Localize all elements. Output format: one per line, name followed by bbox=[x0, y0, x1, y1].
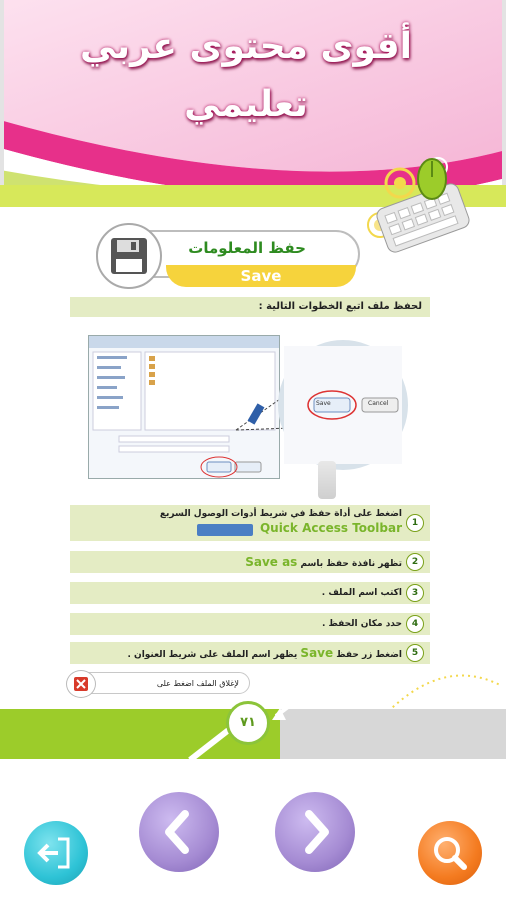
step-1-text: اضغط على أداة حفظ في شريط أدوات الوصول السريع bbox=[159, 509, 402, 519]
exit-door-icon bbox=[24, 821, 88, 885]
zoom-save-button: Save bbox=[316, 400, 331, 407]
keyboard-mouse-icon bbox=[360, 155, 500, 275]
step-5-highlight: Save bbox=[300, 646, 334, 660]
search-icon bbox=[418, 821, 482, 885]
book-page bbox=[0, 185, 506, 775]
zoom-cancel-button: Cancel bbox=[368, 400, 389, 407]
floppy-disk-icon bbox=[98, 225, 160, 287]
step-2-highlight: Save as bbox=[245, 555, 298, 569]
previous-page-button[interactable] bbox=[139, 792, 219, 872]
magnifier-handle bbox=[318, 461, 336, 499]
next-page-button[interactable] bbox=[275, 792, 355, 872]
search-button[interactable] bbox=[418, 821, 482, 885]
step-4-number: 4 bbox=[406, 615, 424, 633]
step-1-number: 1 bbox=[406, 514, 424, 532]
close-x-icon bbox=[67, 671, 95, 697]
banner-title-line1: أقوى محتوى عربي bbox=[80, 26, 412, 67]
section-subtitle: Save bbox=[166, 265, 356, 287]
banner-title bbox=[76, 18, 416, 134]
floppy-circle bbox=[96, 223, 162, 289]
close-note: لإغلاق الملف اضغط على bbox=[70, 672, 250, 694]
step-1 bbox=[70, 505, 430, 541]
quick-access-toolbar-icon bbox=[197, 524, 253, 536]
step-3-number: 3 bbox=[406, 584, 424, 602]
chevron-left-icon bbox=[139, 792, 219, 872]
step-3-text: اكتب اسم الملف . bbox=[321, 588, 402, 598]
step-2-text: تظهر نافذة حفظ باسم bbox=[300, 559, 402, 569]
step-5-number: 5 bbox=[406, 644, 424, 662]
page-number: ٧١ bbox=[226, 701, 270, 745]
step-5-text-before: اضغط زر حفظ bbox=[336, 650, 402, 660]
intro-text: لحفظ ملف اتبع الخطوات التالية : bbox=[70, 297, 430, 317]
section-title: حفظ المعلومات bbox=[188, 239, 306, 257]
step-5 bbox=[70, 642, 430, 664]
step-2-number: 2 bbox=[406, 553, 424, 571]
step-4-text: حدد مكان الحفظ . bbox=[321, 619, 402, 629]
exit-button[interactable] bbox=[24, 821, 88, 885]
step-1-highlight: Quick Access Toolbar bbox=[259, 521, 402, 535]
step-3 bbox=[70, 582, 430, 604]
close-icon bbox=[66, 670, 96, 698]
step-2 bbox=[70, 551, 430, 573]
step-4 bbox=[70, 613, 430, 635]
chevron-right-icon bbox=[275, 792, 355, 872]
bottom-nav bbox=[0, 775, 506, 900]
step-5-text-after: يظهر اسم الملف على شريط العنوان . bbox=[127, 650, 298, 660]
magnifier-zoom bbox=[278, 340, 408, 470]
banner-title-line2: تعليمي bbox=[184, 84, 308, 125]
